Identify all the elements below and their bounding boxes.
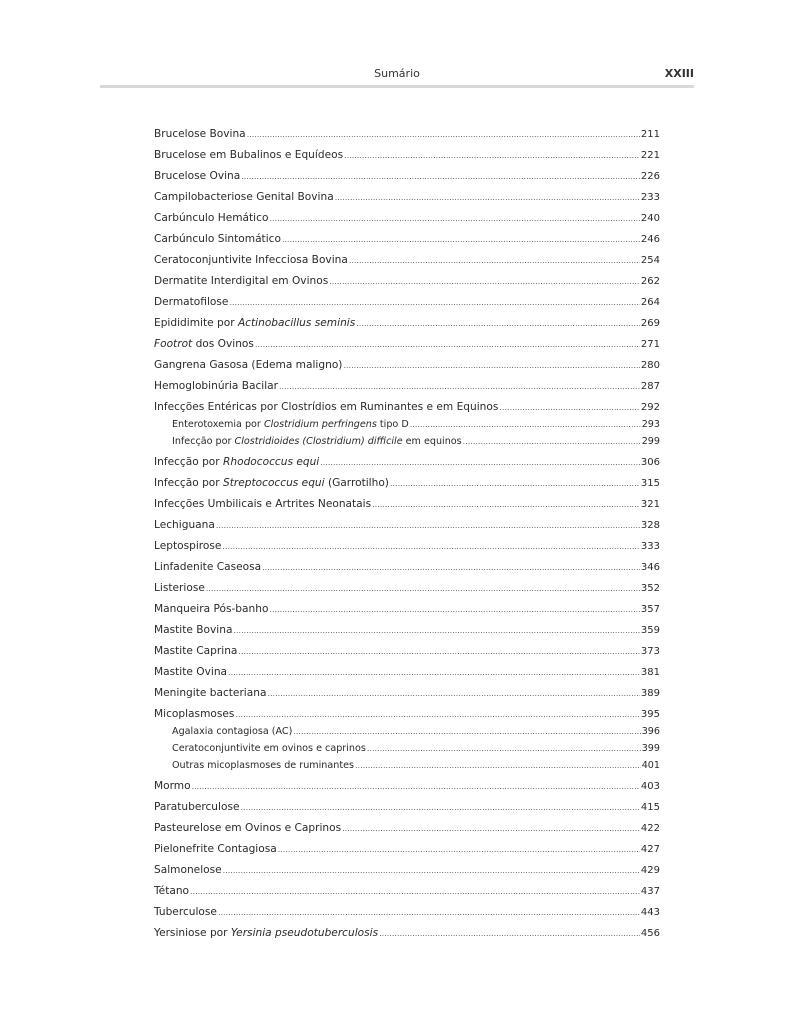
header-rule (100, 85, 694, 88)
toc-entry-page: 357 (640, 604, 660, 615)
toc-entry[interactable] (154, 191, 660, 204)
toc-entry-page: 226 (640, 171, 660, 182)
toc-entry-page: 443 (640, 907, 660, 918)
toc-title-part: dos Ovinos (192, 338, 254, 350)
toc-title-part: Tuberculose (154, 906, 217, 918)
toc-title-italic-part: Yersinia pseudotuberculosis (230, 927, 379, 939)
toc-entry-page: 254 (640, 255, 660, 266)
toc-entry-title (154, 519, 215, 532)
toc-entry-title (154, 927, 378, 940)
toc-title-part: Brucelose em Bubalinos e Equídeos (154, 149, 344, 161)
dot-leader (356, 317, 640, 330)
toc-title-part: Hemoglobinúria Bacilar (154, 380, 279, 392)
toc-entry-title (154, 540, 221, 553)
toc-entry-title (154, 296, 228, 309)
dot-leader (379, 927, 640, 940)
dot-leader (390, 477, 640, 490)
toc-title-part: Manqueira Pós-banho (154, 603, 269, 615)
toc-entry-title (154, 885, 189, 898)
toc-title-part: Ceratoconjuntivite Infecciosa Bovina (154, 254, 348, 266)
toc-entry-title (154, 843, 277, 856)
toc-entry[interactable] (154, 843, 660, 856)
toc-title-part: Infecções Entéricas por Clostrídios em Ruminantes e em Equinos (154, 401, 499, 413)
dot-leader (240, 801, 639, 814)
toc-entry-page: 240 (640, 213, 660, 224)
toc-entry[interactable] (154, 477, 660, 490)
toc-entry-page: 321 (640, 499, 660, 510)
toc-entry-page: 328 (640, 520, 660, 531)
toc-title-part: tipo D (376, 419, 409, 430)
toc-entry[interactable] (154, 687, 660, 700)
dot-leader (293, 725, 640, 738)
toc-entry[interactable] (154, 603, 660, 616)
dot-leader (279, 380, 640, 393)
toc-title-part: Agalaxia contagiosa (AC) (172, 726, 293, 737)
toc-entry-title (154, 780, 191, 793)
toc-entry-title (154, 338, 254, 351)
toc-entry-page: 427 (640, 844, 660, 855)
toc-entry-page: 233 (640, 192, 660, 203)
toc-title-part: Mastite Bovina (154, 624, 233, 636)
toc-entry[interactable] (154, 233, 660, 246)
toc-entry-title (154, 498, 371, 511)
toc-entry-title (154, 149, 343, 162)
toc-entry[interactable] (154, 275, 660, 288)
toc-entry-page: 422 (640, 823, 660, 834)
dot-leader (320, 456, 640, 469)
toc-title-part: Mastite Caprina (154, 645, 238, 657)
dot-leader (329, 275, 640, 288)
toc-entry[interactable] (154, 498, 660, 511)
toc-title-part: Carbúnculo Sintomático (154, 233, 281, 245)
toc-entry[interactable] (154, 401, 660, 414)
dot-leader (372, 498, 640, 511)
toc-entry-page: 271 (640, 339, 660, 350)
toc-entry-page: 346 (640, 562, 660, 573)
dot-leader (222, 540, 639, 553)
dot-leader (355, 759, 641, 772)
toc-entry-title (154, 359, 342, 372)
toc-title-part: Brucelose Ovina (154, 170, 241, 182)
toc-entry-page: 287 (640, 381, 660, 392)
toc-entry[interactable] (154, 338, 660, 351)
toc-title-part: Dermatite Interdigital em Ovinos (154, 275, 329, 287)
toc-entry-page: 395 (640, 709, 660, 720)
toc-entry-title (154, 603, 268, 616)
toc-title-part: Tétano (154, 885, 190, 897)
toc-entry[interactable] (154, 170, 660, 183)
toc-entry-title (154, 801, 239, 814)
toc-title-italic-part: Rhodococcus equi (223, 456, 320, 468)
dot-leader (342, 822, 640, 835)
dot-leader (349, 254, 640, 267)
toc-entry[interactable] (154, 885, 660, 898)
toc-title-part: Salmonelose (154, 864, 222, 876)
toc-entry[interactable] (154, 317, 660, 330)
toc-entry-page: 246 (640, 234, 660, 245)
dot-leader (228, 666, 640, 679)
toc-entry-title (154, 864, 222, 877)
toc-entry-page: 211 (640, 129, 660, 140)
toc-entry-title (154, 645, 237, 658)
dot-leader (233, 624, 639, 637)
toc-entry[interactable] (154, 864, 660, 877)
toc-entry-title (154, 624, 232, 637)
toc-entry-page: 262 (640, 276, 660, 287)
dot-leader (262, 561, 640, 574)
toc-entry[interactable] (154, 212, 660, 225)
toc-entry[interactable] (154, 645, 660, 658)
dot-leader (241, 170, 640, 183)
toc-entry-page: 306 (640, 457, 660, 468)
dot-leader (223, 864, 640, 877)
dot-leader (229, 296, 639, 309)
toc-entry-title (172, 759, 354, 772)
toc-entry-page: 389 (640, 688, 660, 699)
dot-leader (192, 780, 640, 793)
toc-entry[interactable] (154, 927, 660, 940)
toc-subentry[interactable] (154, 435, 660, 448)
toc-entry-page: 401 (641, 760, 660, 771)
toc-title-italic-part: Clostridium perfringens (263, 419, 377, 430)
toc-title-part: Dermatofilose (154, 296, 229, 308)
toc-entry-title (154, 212, 268, 225)
toc-title-italic-part: Footrot (154, 338, 193, 350)
dot-leader (463, 435, 641, 448)
toc-entry-page: 456 (640, 928, 660, 939)
toc-entry-page: 415 (640, 802, 660, 813)
toc-subentry[interactable] (154, 418, 660, 431)
toc-title-part: Infecção por (154, 456, 224, 468)
toc-title-part: Mastite Ovina (154, 666, 228, 678)
toc-entry-page: 315 (640, 478, 660, 489)
toc-entry-title (154, 687, 266, 700)
table-of-contents (154, 128, 660, 940)
toc-entry[interactable] (154, 906, 660, 919)
toc-entry-title (154, 582, 205, 595)
toc-title-part: Infecção por (154, 477, 224, 489)
toc-title-part: Epididimite por (154, 317, 238, 329)
dot-leader (206, 582, 640, 595)
toc-subentry[interactable] (154, 742, 660, 755)
toc-entry-page: 299 (641, 436, 660, 447)
toc-entry-page: 269 (640, 318, 660, 329)
toc-entry-page: 221 (640, 150, 660, 161)
dot-leader (344, 149, 640, 162)
toc-title-part: Paratuberculose (154, 801, 240, 813)
toc-entry-title (172, 742, 366, 755)
toc-entry-page: 352 (640, 583, 660, 594)
toc-entry-page: 381 (640, 667, 660, 678)
dot-leader (190, 885, 640, 898)
toc-entry[interactable] (154, 624, 660, 637)
toc-title-part: Micoplasmoses (154, 708, 235, 720)
toc-title-italic-part: Streptococcus equi (223, 477, 325, 489)
dot-leader (218, 906, 640, 919)
dot-leader (269, 212, 639, 225)
dot-leader (410, 418, 641, 431)
toc-entry-title (154, 477, 389, 490)
dot-leader (278, 843, 640, 856)
toc-title-part: Gangrena Gasosa (Edema maligno) (154, 359, 343, 371)
toc-title-part: Outras micoplasmoses de ruminantes (172, 760, 354, 771)
toc-title-italic-part: Clostridioides (Clostridium) difficile (234, 436, 403, 447)
dot-leader (282, 233, 640, 246)
dot-leader (267, 687, 639, 700)
toc-title-part: Enterotoxemia por (172, 419, 264, 430)
toc-entry-page: 437 (640, 886, 660, 897)
toc-entry-title (154, 456, 319, 469)
toc-entry-page: 399 (641, 743, 660, 754)
toc-entry[interactable] (154, 708, 660, 721)
toc-title-part: Listeriose (154, 582, 205, 594)
dot-leader (235, 708, 639, 721)
toc-entry-title (154, 561, 261, 574)
dot-leader (269, 603, 639, 616)
toc-entry-page: 264 (640, 297, 660, 308)
toc-entry-title (172, 418, 409, 431)
dot-leader (367, 742, 641, 755)
toc-title-part: Brucelose Bovina (154, 128, 246, 140)
toc-entry[interactable] (154, 582, 660, 595)
toc-entry-page: 293 (641, 419, 660, 430)
page-number: XXIII (664, 67, 694, 80)
toc-entry-title (154, 906, 217, 919)
toc-title-part: Campilobacteriose Genital Bovina (154, 191, 334, 203)
toc-entry-title (154, 822, 341, 835)
toc-entry-page: 403 (640, 781, 660, 792)
toc-title-part: em equinos (402, 436, 462, 447)
toc-entry[interactable] (154, 666, 660, 679)
toc-entry-page: 373 (640, 646, 660, 657)
toc-title-part: Mormo (154, 780, 191, 792)
toc-entry-title (154, 170, 240, 183)
toc-entry-page: 429 (640, 865, 660, 876)
toc-title-part: Yersiniose por (154, 927, 231, 939)
toc-title-part: Meningite bacteriana (154, 687, 267, 699)
toc-entry-title (154, 708, 234, 721)
toc-entry-page: 359 (640, 625, 660, 636)
dot-leader (247, 128, 640, 141)
page-header (100, 64, 694, 86)
toc-entry[interactable] (154, 128, 660, 141)
dot-leader (216, 519, 640, 532)
dot-leader (335, 191, 640, 204)
toc-entry[interactable] (154, 380, 660, 393)
toc-entry-title (154, 233, 281, 246)
toc-title-italic-part: Actinobacillus seminis (237, 317, 356, 329)
toc-entry[interactable] (154, 254, 660, 267)
toc-title-part: Ceratoconjuntivite em ovinos e caprinos (172, 743, 366, 754)
toc-entry-title (154, 666, 227, 679)
toc-entry[interactable] (154, 296, 660, 309)
toc-entry-title (154, 401, 498, 414)
toc-title-part: Leptospirose (154, 540, 222, 552)
toc-title-part: Infecções Umbilicais e Artrites Neonatais (154, 498, 372, 510)
toc-entry-title (154, 191, 334, 204)
toc-entry[interactable] (154, 561, 660, 574)
toc-entry-title (154, 275, 328, 288)
toc-entry[interactable] (154, 456, 660, 469)
toc-entry-title (172, 725, 292, 738)
dot-leader (255, 338, 640, 351)
toc-entry-title (154, 128, 246, 141)
toc-entry-title (154, 254, 348, 267)
toc-entry[interactable] (154, 801, 660, 814)
dot-leader (343, 359, 639, 372)
toc-entry[interactable] (154, 359, 660, 372)
toc-entry[interactable] (154, 822, 660, 835)
toc-entry-page: 333 (640, 541, 660, 552)
toc-title-part: Carbúnculo Hemático (154, 212, 269, 224)
toc-title-part: Linfadenite Caseosa (154, 561, 262, 573)
toc-title-part: Infecção por (172, 436, 235, 447)
toc-entry[interactable] (154, 540, 660, 553)
dot-leader (499, 401, 640, 414)
toc-title-part: Pasteurelose em Ovinos e Caprinos (154, 822, 342, 834)
running-title: Sumário (374, 67, 420, 80)
toc-entry-page: 396 (641, 726, 660, 737)
toc-entry-title (172, 435, 462, 448)
toc-title-part: Pielonefrite Contagiosa (154, 843, 277, 855)
toc-entry[interactable] (154, 149, 660, 162)
toc-entry-title (154, 380, 278, 393)
dot-leader (238, 645, 640, 658)
toc-entry[interactable] (154, 519, 660, 532)
toc-entry-page: 280 (640, 360, 660, 371)
toc-subentry[interactable] (154, 759, 660, 772)
toc-subentry[interactable] (154, 725, 660, 738)
toc-entry-title (154, 317, 355, 330)
toc-title-part: Lechiguana (154, 519, 215, 531)
toc-entry[interactable] (154, 780, 660, 793)
toc-title-part: (Garrotilho) (324, 477, 389, 489)
toc-entry-page: 292 (640, 402, 660, 413)
